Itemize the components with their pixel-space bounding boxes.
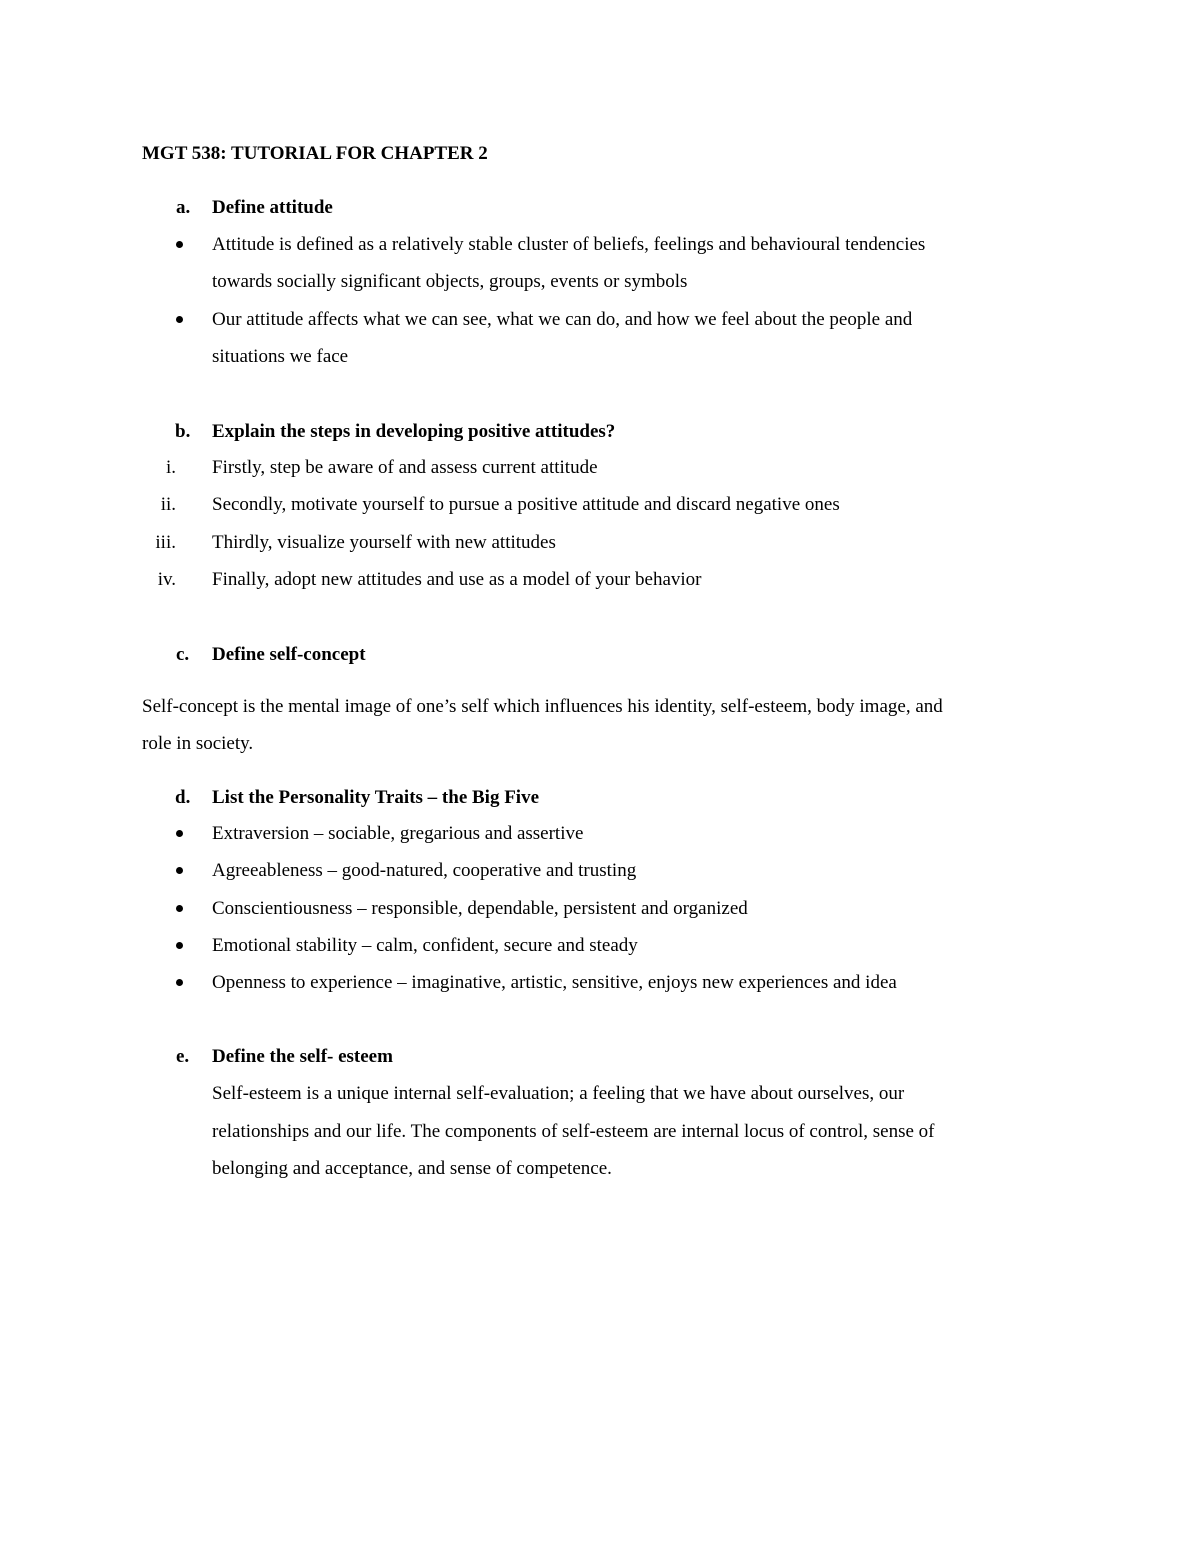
trait-item: Emotional stability – calm, confident, secure and steady [212, 935, 638, 956]
trait-item: Conscientiousness – responsible, dependable, persistent and organized [212, 898, 748, 919]
trait-item: Openness to experience – imaginative, artistic, sensitive, enjoys new experiences and idea [212, 972, 897, 993]
bullet-icon [176, 867, 183, 874]
document-title: MGT 538: TUTORIAL FOR CHAPTER 2 [142, 143, 488, 164]
section-e-letter: e. [176, 1046, 190, 1067]
trait-item: Extraversion – sociable, gregarious and assertive [212, 823, 584, 844]
trait-item: Agreeableness – good-natured, cooperative and trusting [212, 860, 637, 881]
attitude-bullet-1-line-2: towards socially significant objects, groups, events or symbols [212, 271, 688, 292]
section-a-heading: Define attitude [212, 197, 333, 218]
section-b-letter: b. [175, 421, 191, 442]
bullet-icon [176, 316, 183, 323]
self-esteem-paragraph-line-2: relationships and our life. The components of self-esteem are internal locus of control, sense of [212, 1121, 935, 1142]
attitude-bullet-1-line-1: Attitude is defined as a relatively stable cluster of beliefs, feelings and behavioural tendencies [212, 234, 926, 255]
self-concept-paragraph-line-2: role in society. [142, 733, 254, 754]
bullet-icon [176, 979, 183, 986]
self-esteem-paragraph-line-1: Self-esteem is a unique internal self-evaluation; a feeling that we have about ourselves, our [212, 1083, 905, 1104]
section-e-heading: Define the self- esteem [212, 1046, 393, 1067]
step-text: Thirdly, visualize yourself with new attitudes [212, 532, 556, 553]
step-text: Firstly, step be aware of and assess current attitude [212, 457, 598, 478]
section-a-letter: a. [176, 197, 191, 218]
section-d-letter: d. [175, 787, 191, 808]
bullet-icon [176, 905, 183, 912]
bullet-icon [176, 942, 183, 949]
self-concept-paragraph-line-1: Self-concept is the mental image of one’s self which influences his identity, self-esteem, body image, and [142, 696, 943, 717]
section-d-heading: List the Personality Traits – the Big Five [212, 787, 540, 808]
step-number: ii. [160, 494, 176, 515]
step-number: i. [165, 457, 176, 478]
attitude-bullet-2-line-1: Our attitude affects what we can see, what we can do, and how we feel about the people and [212, 309, 913, 330]
self-esteem-paragraph-line-3: belonging and acceptance, and sense of competence. [212, 1158, 612, 1179]
attitude-bullet-2-line-2: situations we face [212, 346, 349, 367]
bullet-icon [176, 830, 183, 837]
step-number: iv. [157, 569, 176, 590]
section-b-heading: Explain the steps in developing positive attitudes? [212, 421, 616, 442]
section-c-letter: c. [176, 644, 190, 665]
section-c-heading: Define self-concept [212, 644, 366, 665]
step-number: iii. [155, 532, 176, 553]
step-text: Secondly, motivate yourself to pursue a positive attitude and discard negative ones [212, 494, 840, 515]
bullet-icon [176, 241, 183, 248]
step-text: Finally, adopt new attitudes and use as a model of your behavior [212, 569, 702, 590]
